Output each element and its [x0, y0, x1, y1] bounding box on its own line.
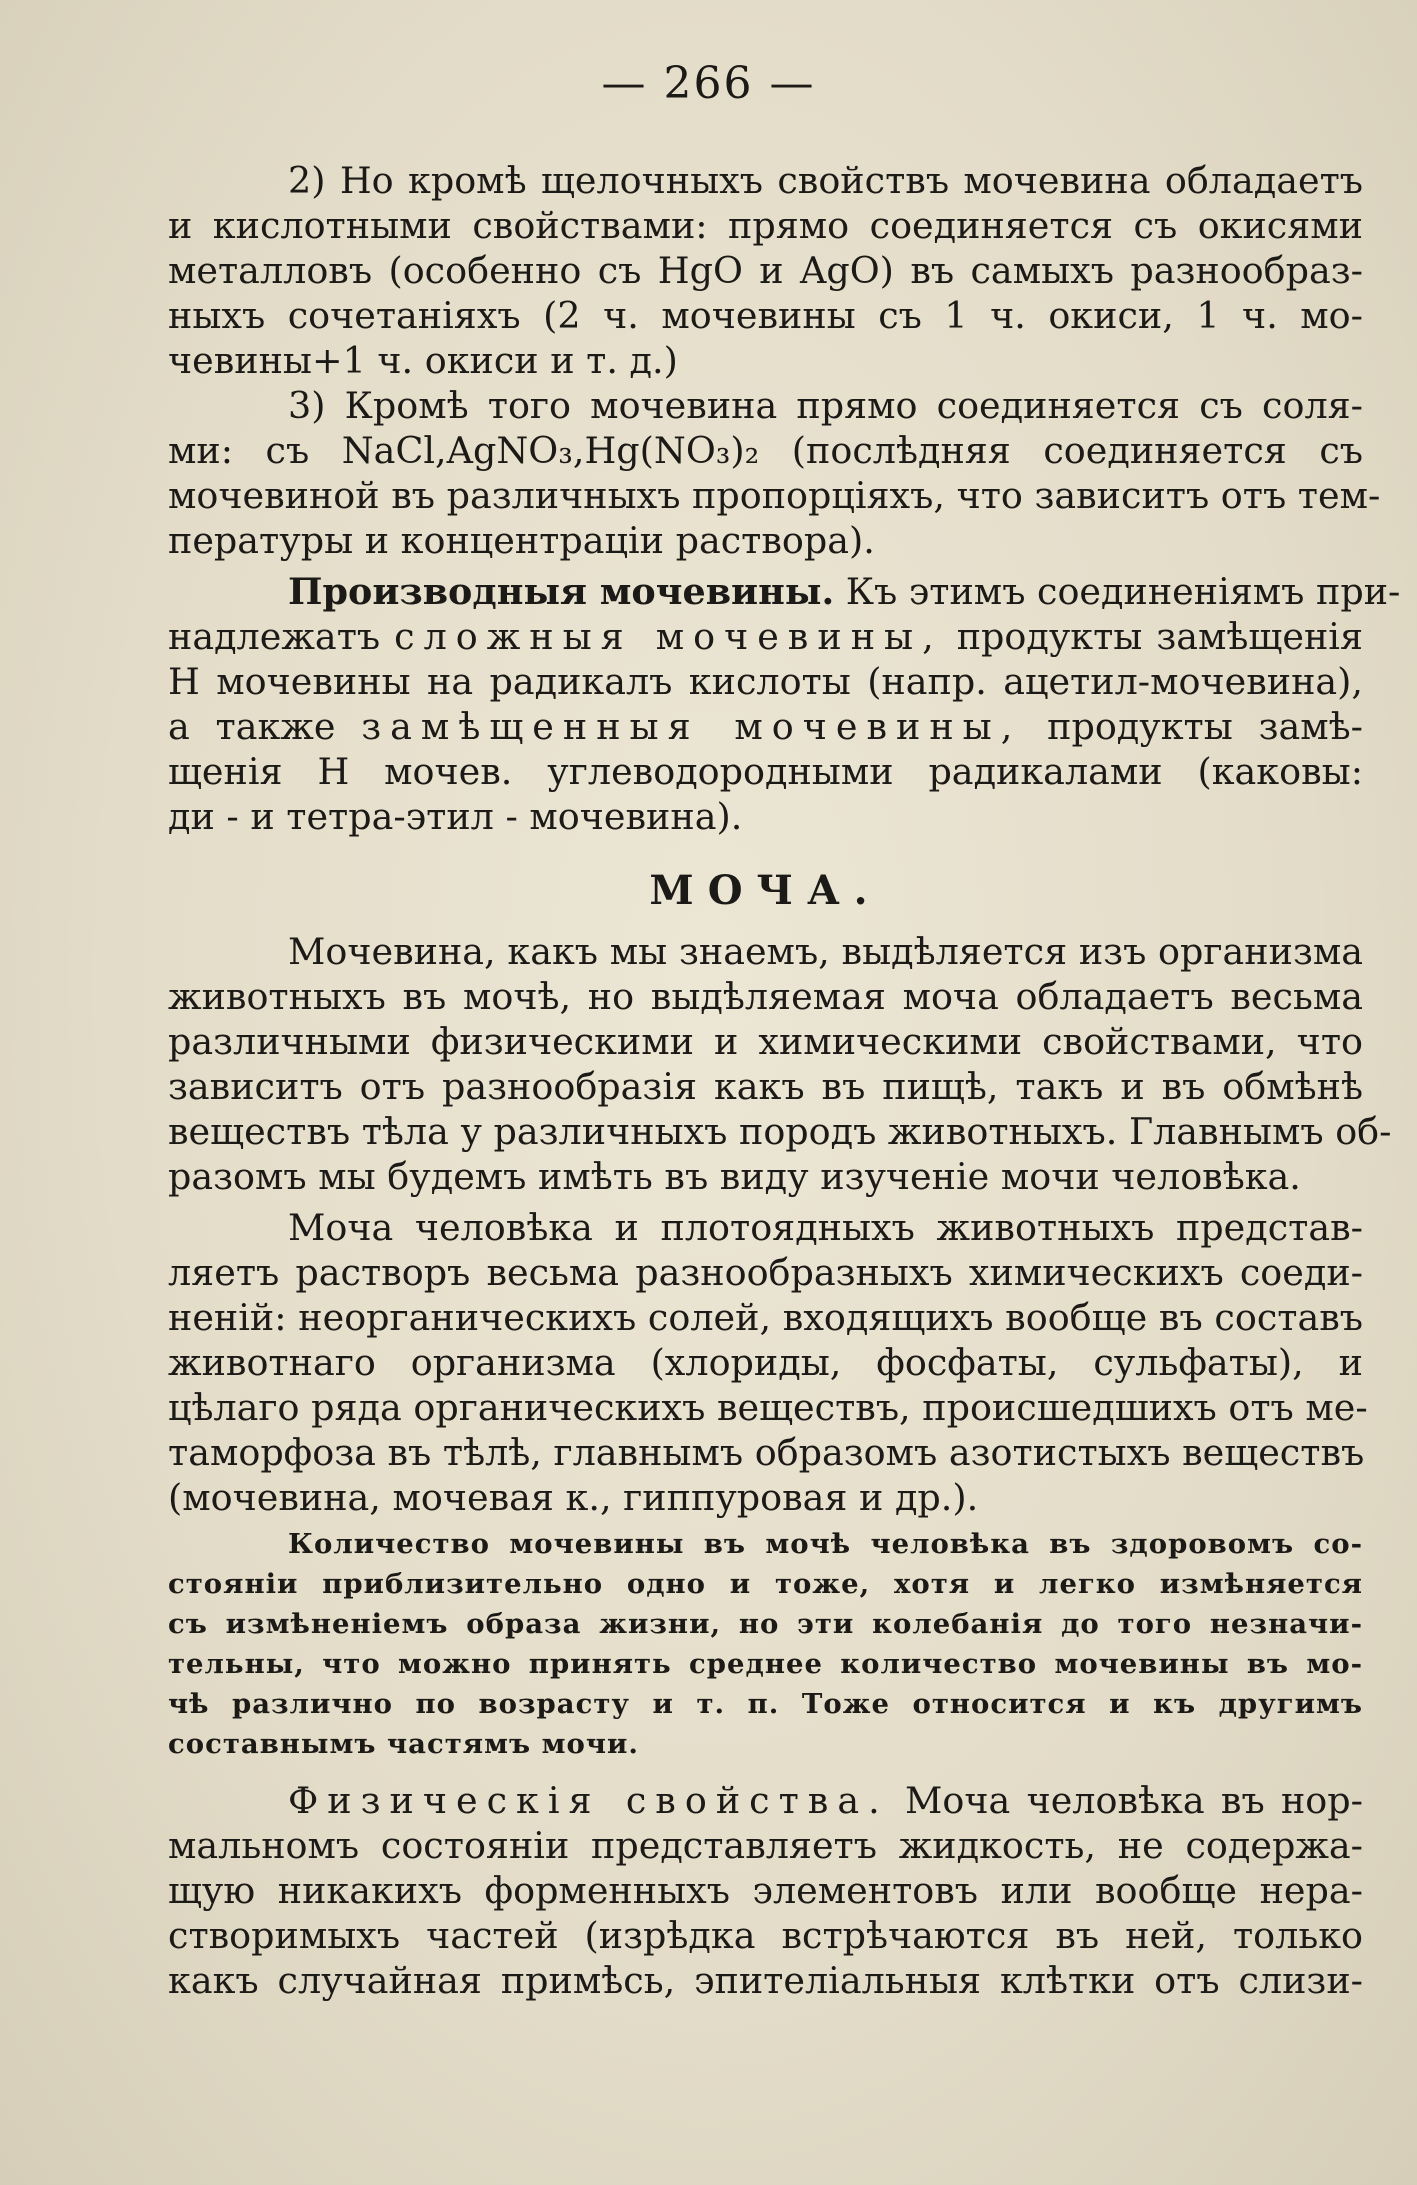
text-line: веществъ тѣла у различныхъ породъ животныхъ. Главнымъ об- [168, 1110, 1392, 1153]
paragraph-urea-derivatives [168, 569, 1401, 839]
text-line: зависитъ отъ разнообразія какъ въ пищѣ, такъ и въ обмѣнѣ [168, 1065, 1363, 1108]
paragraph-physical-properties [168, 1778, 1363, 2003]
text-line: мочевиной въ различныхъ пропорціяхъ, что зависитъ отъ тем- [168, 474, 1381, 517]
text-line: тельны, что можно принять среднее количество мочевины въ мо- [168, 1648, 1363, 1680]
text-line [168, 1778, 1363, 1823]
subheading-physical-properties: Физическія свойства. [288, 1779, 889, 1822]
text-line: Количество мочевины въ мочѣ человѣка въ здоровомъ со- [288, 1528, 1363, 1560]
paragraph-urine-composition [168, 1205, 1368, 1520]
text-run: продукты замѣщенія [956, 615, 1363, 658]
text-line [168, 704, 1363, 749]
text-line: разомъ мы будемъ имѣть въ виду изученіе мочи человѣка. [168, 1155, 1301, 1198]
text-line: ляетъ растворъ весьма разнообразныхъ химическихъ соеди- [168, 1251, 1363, 1294]
text-line: таморфоза въ тѣлѣ, главнымъ образомъ азотистыхъ веществъ [168, 1431, 1365, 1474]
text-line: животнаго организма (хлориды, фосфаты, сульфаты), и [168, 1341, 1363, 1384]
text-line: (мочевина, мочевая к., гиппуровая и др.). [168, 1476, 979, 1519]
text-line: животныхъ въ мочѣ, но выдѣляемая моча обладаетъ весьма [168, 975, 1363, 1018]
text-line: стояніи приблизительно одно и тоже, хотя и легко измѣняется [168, 1568, 1363, 1600]
text-line: какъ случайная примѣсь, эпителіальныя клѣтки отъ слизи- [168, 1959, 1363, 2002]
spaced-term: замѣщенныя мочевины, [361, 705, 1022, 748]
text-line: цѣлаго ряда органическихъ веществъ, происшедшихъ отъ ме- [168, 1386, 1368, 1429]
text-run: Моча человѣка въ нор- [905, 1779, 1363, 1822]
text-run: надлежатъ [168, 615, 381, 658]
text-line: Н мочевины на радикалъ кислоты (напр. ацетил-мочевина), [168, 660, 1363, 703]
text-line: мальномъ состояніи представляетъ жидкость, не содержа- [168, 1824, 1363, 1867]
text-line: и кислотными свойствами: прямо соединяется съ окисями [168, 204, 1363, 247]
text-line: пературы и концентраціи раствора). [168, 519, 875, 562]
text-line: щенія Н мочев. углеводородными радикалами (каковы: [168, 750, 1363, 793]
text-line: ми: съ NaCl,AgNO₃,Hg(NO₃)₂ (послѣдняя соединяется съ [168, 429, 1363, 472]
paragraph-urine-intro [168, 929, 1392, 1199]
text-line: чѣ различно по возрасту и т. п. Тоже относится и къ другимъ [168, 1688, 1363, 1720]
small-print-note [168, 1524, 1363, 1764]
text-line: составнымъ частямъ мочи. [168, 1728, 639, 1760]
subheading-derivatives: Производныя мочевины. [288, 570, 835, 613]
text-run: а также [168, 705, 336, 748]
text-line: съ измѣненіемъ образа жизни, но эти колебанія до того незначи- [168, 1608, 1363, 1640]
page-number: — 266 — [601, 58, 816, 109]
text-line: Моча человѣка и плотоядныхъ животныхъ представ- [288, 1206, 1363, 1249]
text-line: щую никакихъ форменныхъ элементовъ или вообще нера- [168, 1869, 1363, 1912]
text-line: 3) Кромѣ того мочевина прямо соединяется съ соля- [288, 384, 1363, 427]
text-line: Мочевина, какъ мы знаемъ, выдѣляется изъ организма [288, 930, 1363, 973]
text-line: створимыхъ частей (изрѣдка встрѣчаются въ ней, только [168, 1914, 1363, 1957]
text-line: неній: неорганическихъ солей, входящихъ вообще въ составъ [168, 1296, 1363, 1339]
text-line: ди - и тетра-этил - мочевина). [168, 795, 743, 838]
text-line: 2) Но кромѣ щелочныхъ свойствъ мочевина обладаетъ [288, 159, 1363, 202]
text-run: продукты замѣ- [1047, 705, 1363, 748]
text-line [168, 614, 1363, 659]
section-title: МОЧА. [649, 867, 882, 914]
text-line: ныхъ сочетаніяхъ (2 ч. мочевины съ 1 ч. окиси, 1 ч. мо- [168, 294, 1363, 337]
text-line: чевины+1 ч. окиси и т. д.) [168, 339, 678, 382]
text-run: Къ этимъ соединеніямъ при- [845, 570, 1401, 613]
main-text [168, 158, 1401, 2003]
spaced-term: сложныя мочевины, [394, 615, 943, 658]
paragraph-alkaline-acid-properties [168, 158, 1363, 383]
text-line: различными физическими и химическими свойствами, что [168, 1020, 1363, 1063]
paragraph-salts [168, 383, 1381, 563]
text-line [168, 569, 1401, 614]
text-line: металловъ (особенно съ HgO и AgO) въ самыхъ разнообраз- [168, 249, 1363, 292]
